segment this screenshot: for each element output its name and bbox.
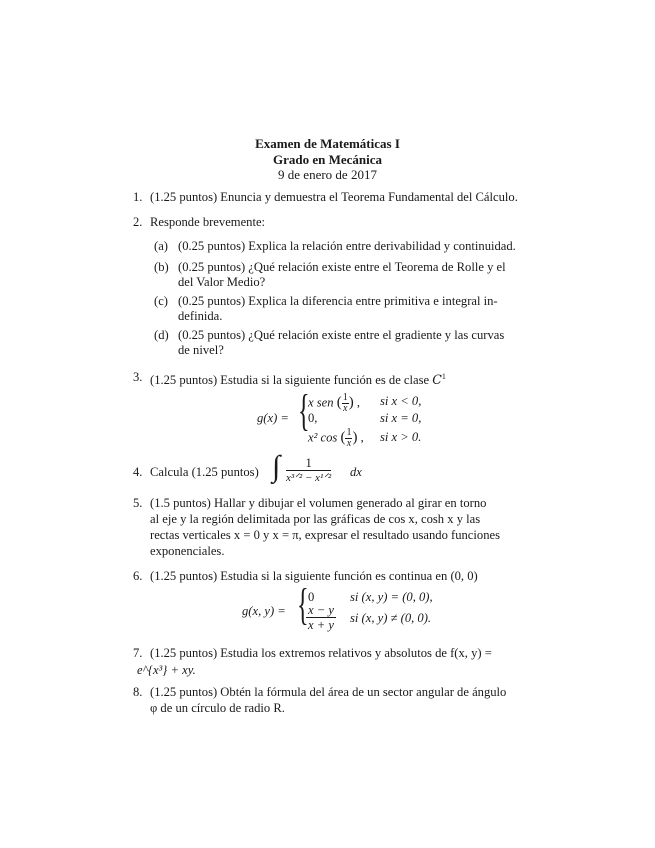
q3-text: (1.25 puntos) Estudia si la siguiente función es de clase xyxy=(150,373,430,388)
q3-case3-frac-den: x xyxy=(346,438,352,449)
q5-line2: al eje y la región delimitada por las gráficas de cos x, cosh x y las xyxy=(150,512,481,526)
q8-line2: φ de un círculo de radio R. xyxy=(150,701,285,715)
q3-lhs: g(x) = xyxy=(257,411,289,425)
q8-line1: (1.25 puntos) Obtén la fórmula del área de un sector angular de ángulo xyxy=(150,685,507,699)
q3-class-symbol: C xyxy=(432,372,442,388)
q5-line4: exponenciales. xyxy=(150,544,225,558)
q3-case1-frac xyxy=(342,393,349,414)
q7-line2: e^{x³} + xy. xyxy=(137,663,196,677)
q5-line3: rectas verticales x = 0 y x = π, expresar el resultado usando funciones xyxy=(150,528,500,542)
q4-text: Calcula (1.25 puntos) xyxy=(150,465,259,479)
q6-case2-num: x − y xyxy=(308,603,334,617)
q2a-text: (0.25 puntos) Explica la relación entre derivabilidad y continuidad. xyxy=(178,239,516,253)
q2d-label: (d) xyxy=(154,328,169,342)
q7-number: 7. xyxy=(133,646,143,660)
q8-number: 8. xyxy=(133,685,143,699)
q7-line1: (1.25 puntos) Estudia los extremos relativos y absolutos de f(x, y) = xyxy=(150,646,492,660)
q2-number: 2. xyxy=(133,215,143,229)
q3-case3-cond: si x > 0. xyxy=(380,430,422,444)
q2b-label: (b) xyxy=(154,260,169,274)
q2c-text-line1: (0.25 puntos) Explica la diferencia entre primitiva e integral in- xyxy=(178,294,498,308)
q6-brace: { xyxy=(297,580,309,629)
q3-case2-expr: 0, xyxy=(308,411,318,425)
q4-number: 4. xyxy=(133,465,143,479)
q6-case2-cond: si (x, y) ≠ (0, 0). xyxy=(350,611,432,625)
exam-date-text: 9 de enero de 2017 xyxy=(278,167,377,182)
q4-integrand xyxy=(286,456,331,485)
q2d-text-line2: de nivel? xyxy=(178,343,224,357)
q2a-label: (a) xyxy=(154,239,168,253)
q2b-text-line2: del Valor Medio? xyxy=(178,275,266,289)
q3-case1-frac-den: x xyxy=(342,403,348,414)
q6-text: (1.25 puntos) Estudia si la siguiente función es continua en (0, 0) xyxy=(150,569,478,583)
q2c-label: (c) xyxy=(154,294,168,308)
q3-case3-frac-num: 1 xyxy=(346,427,352,438)
q4-dx: dx xyxy=(350,465,362,479)
q4-integral-sign: ∫ xyxy=(272,450,281,483)
q1-number: 1. xyxy=(133,190,143,204)
q1-text: (1.25 puntos) Enuncia y demuestra el Teorema Fundamental del Cálculo. xyxy=(150,190,518,204)
q6-case1-expr: 0 xyxy=(308,590,315,604)
q3-case1-expr: x sen xyxy=(308,395,334,410)
q3-brace: { xyxy=(298,386,310,435)
q3-case3-expr: x² cos xyxy=(308,430,338,445)
q3-case2-cond: si x = 0, xyxy=(380,411,422,425)
q6-case2-den: x + y xyxy=(308,618,334,632)
q4-integrand-den: x³ᐟ² − x¹ᐟ² xyxy=(286,472,332,484)
q3-case1-cond: si x < 0, xyxy=(380,394,422,408)
exam-subtitle: Grado en Mecánica xyxy=(272,152,383,167)
q2c-text-line2: definida. xyxy=(178,309,223,323)
q3-case1: x sen ( $\frac{1}{x}$ ) , xyxy=(308,392,360,414)
q3-class-sup: 1 xyxy=(441,372,446,381)
q6-lhs: g(x, y) = xyxy=(242,604,286,618)
exam-title: Examen de Matemáticas I xyxy=(255,136,400,151)
q6-case1-cond: si (x, y) = (0, 0), xyxy=(350,590,433,604)
q2b-text-line1: (0.25 puntos) ¿Qué relación existe entre el Teorema de Rolle y el xyxy=(178,260,506,274)
q2-text: Responde brevemente: xyxy=(150,215,266,229)
q6-case2-frac xyxy=(306,603,336,632)
q6-number: 6. xyxy=(133,569,143,583)
q3-case1-frac-num: 1 xyxy=(342,392,348,403)
q3-number: 3. xyxy=(133,370,143,384)
q5-number: 5. xyxy=(133,496,143,510)
exam-date xyxy=(0,167,655,183)
q4-integrand-num: 1 xyxy=(286,456,331,471)
q2d-text-line1: (0.25 puntos) ¿Qué relación existe entre el gradiente y las curvas xyxy=(178,328,505,342)
q5-line1: (1.5 puntos) Hallar y dibujar el volumen generado al girar en torno xyxy=(150,496,487,510)
q3-case3: x² cos ( $\frac{1}{x}$ ) , xyxy=(308,427,364,449)
